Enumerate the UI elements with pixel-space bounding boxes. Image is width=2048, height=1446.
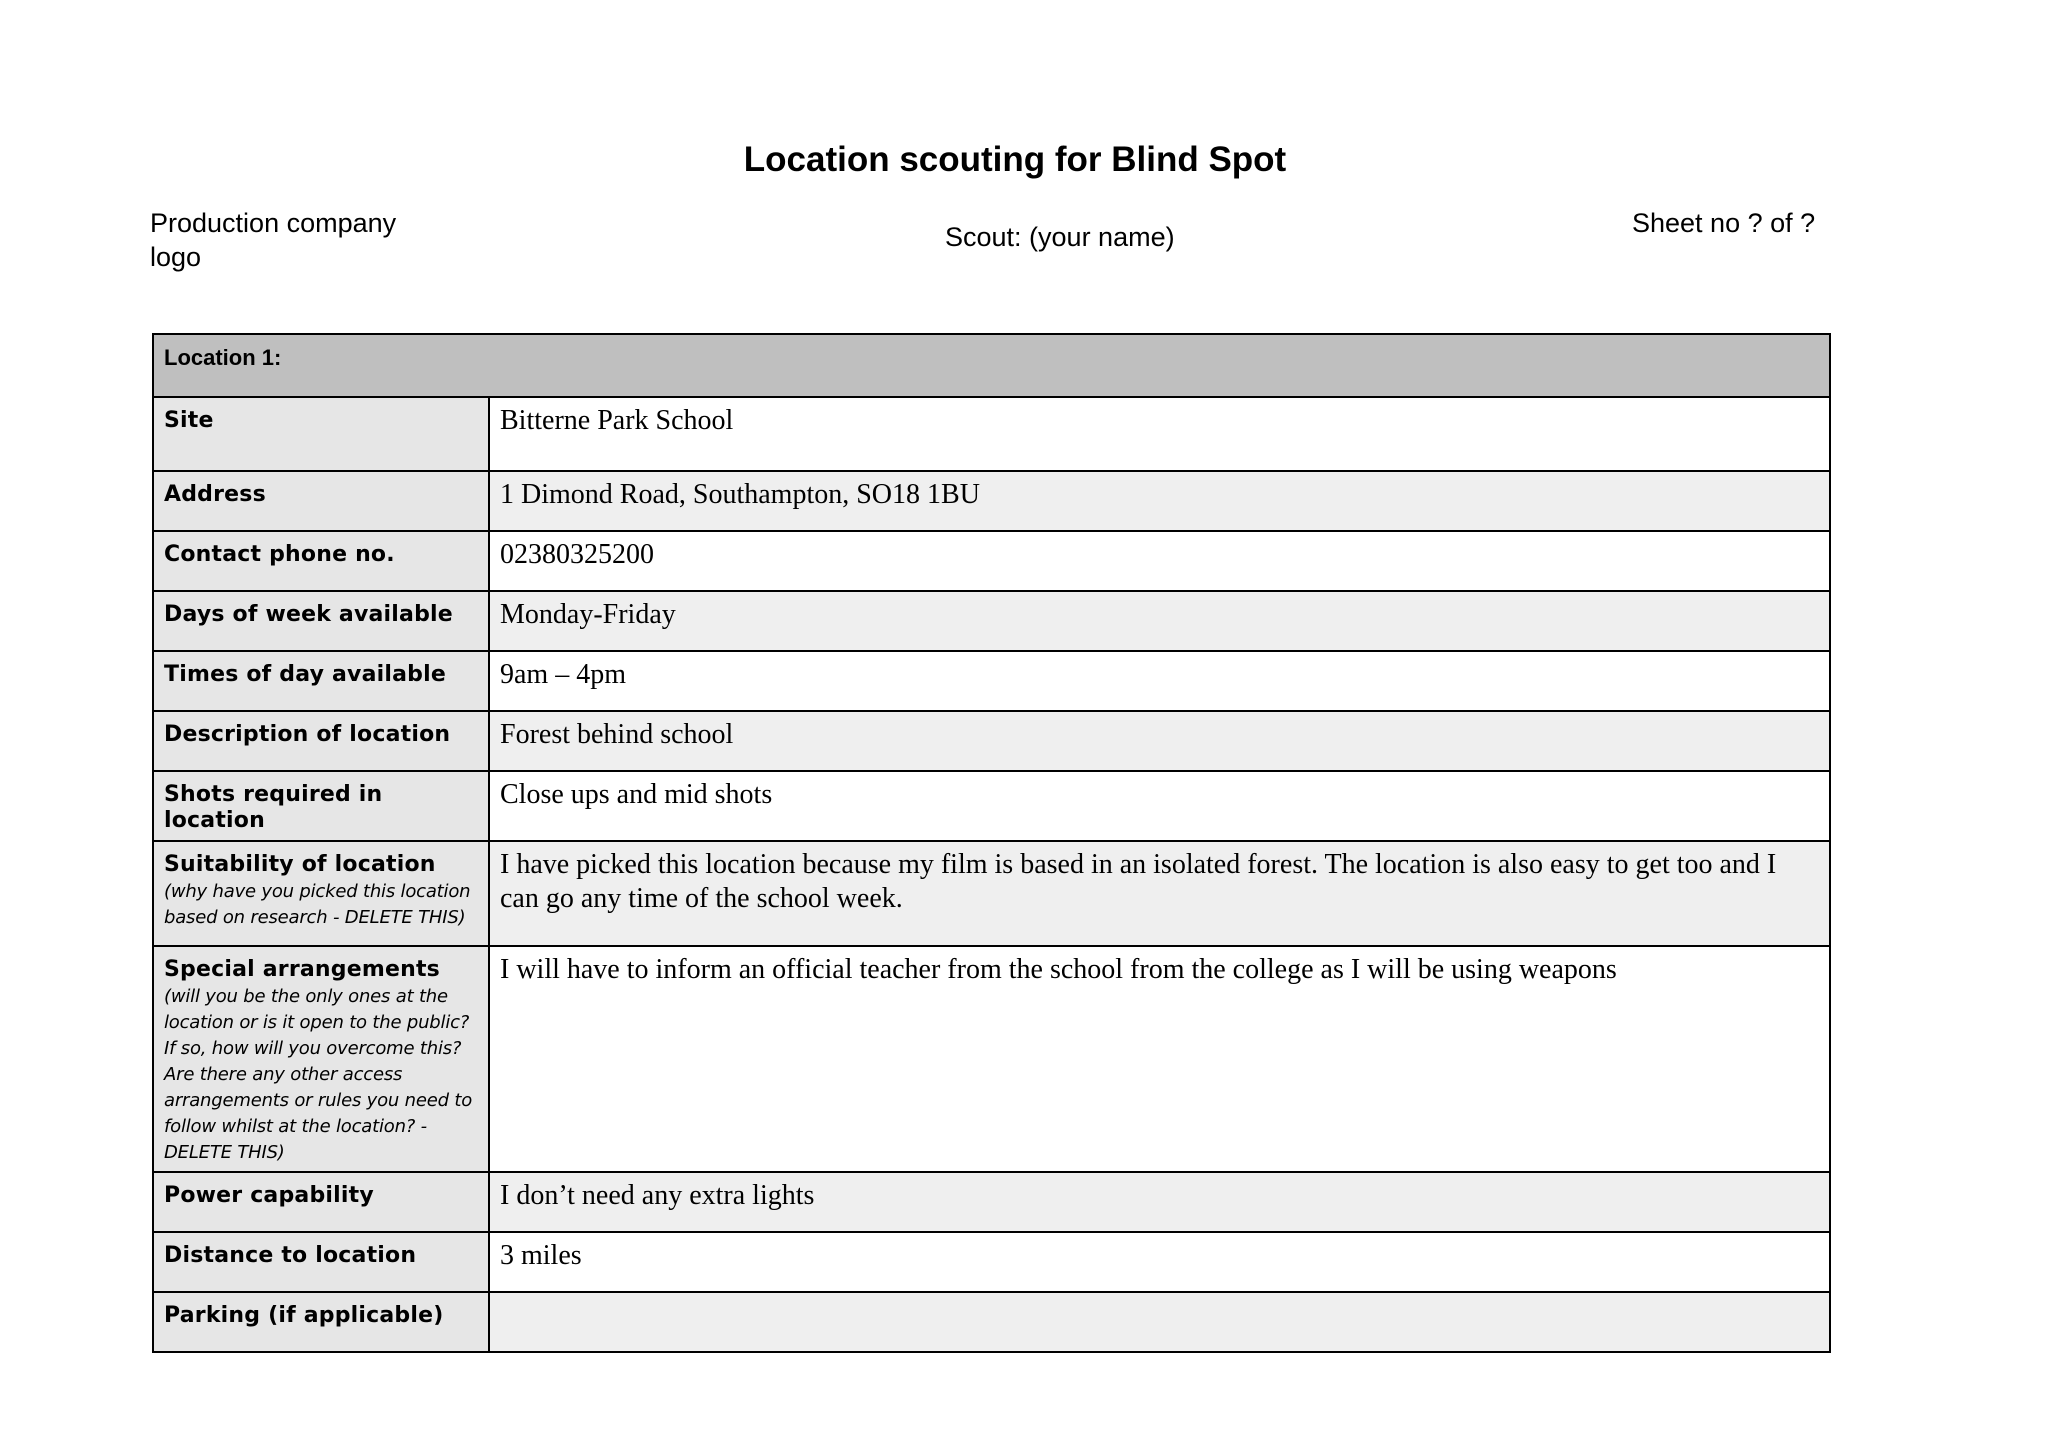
table-row-contact-phone: [153, 531, 1830, 591]
row-label: Power capability: [153, 1172, 489, 1232]
row-label: Shots required in location: [153, 771, 489, 841]
row-value[interactable]: Monday-Friday: [489, 591, 1830, 651]
row-label: Times of day available: [153, 651, 489, 711]
row-label-note: (why have you picked this location based on research - DELETE THIS): [164, 881, 471, 928]
table-row-site: [153, 397, 1830, 471]
row-value[interactable]: I don’t need any extra lights: [489, 1172, 1830, 1232]
row-value[interactable]: I have picked this location because my film is based in an isolated forest. The location is also easy to get too and I can go any time of the school week.: [489, 841, 1830, 946]
table-header-row: [153, 334, 1830, 397]
row-label: Distance to location: [153, 1232, 489, 1292]
row-value[interactable]: I will have to inform an official teacher from the school from the college as I will be using weapons: [489, 946, 1830, 1172]
table-row-times-available: [153, 651, 1830, 711]
row-label-with-note: [153, 841, 489, 946]
location-scouting-table: [152, 333, 1831, 1353]
document-title: Location scouting for Blind Spot: [743, 140, 1287, 179]
row-label: Days of week available: [153, 591, 489, 651]
table-row-suitability: [153, 841, 1830, 946]
row-label: Site: [153, 397, 489, 471]
table-row-distance: [153, 1232, 1830, 1292]
row-value[interactable]: 3 miles: [489, 1232, 1830, 1292]
table-row-special-arrangements: [153, 946, 1830, 1172]
row-label: Parking (if applicable): [153, 1292, 489, 1352]
row-label-with-note: [153, 946, 489, 1172]
row-value[interactable]: [489, 1292, 1830, 1352]
row-value[interactable]: 02380325200: [489, 531, 1830, 591]
row-label: Special arrangements: [164, 957, 440, 982]
table-row-days-available: [153, 591, 1830, 651]
row-value[interactable]: Close ups and mid shots: [489, 771, 1830, 841]
row-label-note: (will you be the only ones at the location or is it open to the public? If so, how will you overcome this? Are there any other access arrangements or rules you need to follow whilst at the location? - DELETE THIS): [164, 986, 473, 1163]
row-label: Suitability of location: [164, 852, 436, 877]
table-row-address: [153, 471, 1830, 531]
table-row-description: [153, 711, 1830, 771]
row-value[interactable]: Forest behind school: [489, 711, 1830, 771]
row-label: Contact phone no.: [153, 531, 489, 591]
row-label: Address: [153, 471, 489, 531]
location-header: Location 1:: [153, 334, 1830, 397]
scout-name: Scout: (your name): [945, 222, 1175, 252]
table-row-parking: [153, 1292, 1830, 1352]
sheet-number: Sheet no ? of ?: [1632, 208, 1816, 238]
row-value[interactable]: 1 Dimond Road, Southampton, SO18 1BU: [489, 471, 1830, 531]
production-company-logo-placeholder: Production company logo: [150, 208, 397, 272]
table-row-power-capability: [153, 1172, 1830, 1232]
row-label: Description of location: [153, 711, 489, 771]
row-value[interactable]: 9am – 4pm: [489, 651, 1830, 711]
row-value[interactable]: Bitterne Park School: [489, 397, 1830, 471]
table-row-shots-required: [153, 771, 1830, 841]
